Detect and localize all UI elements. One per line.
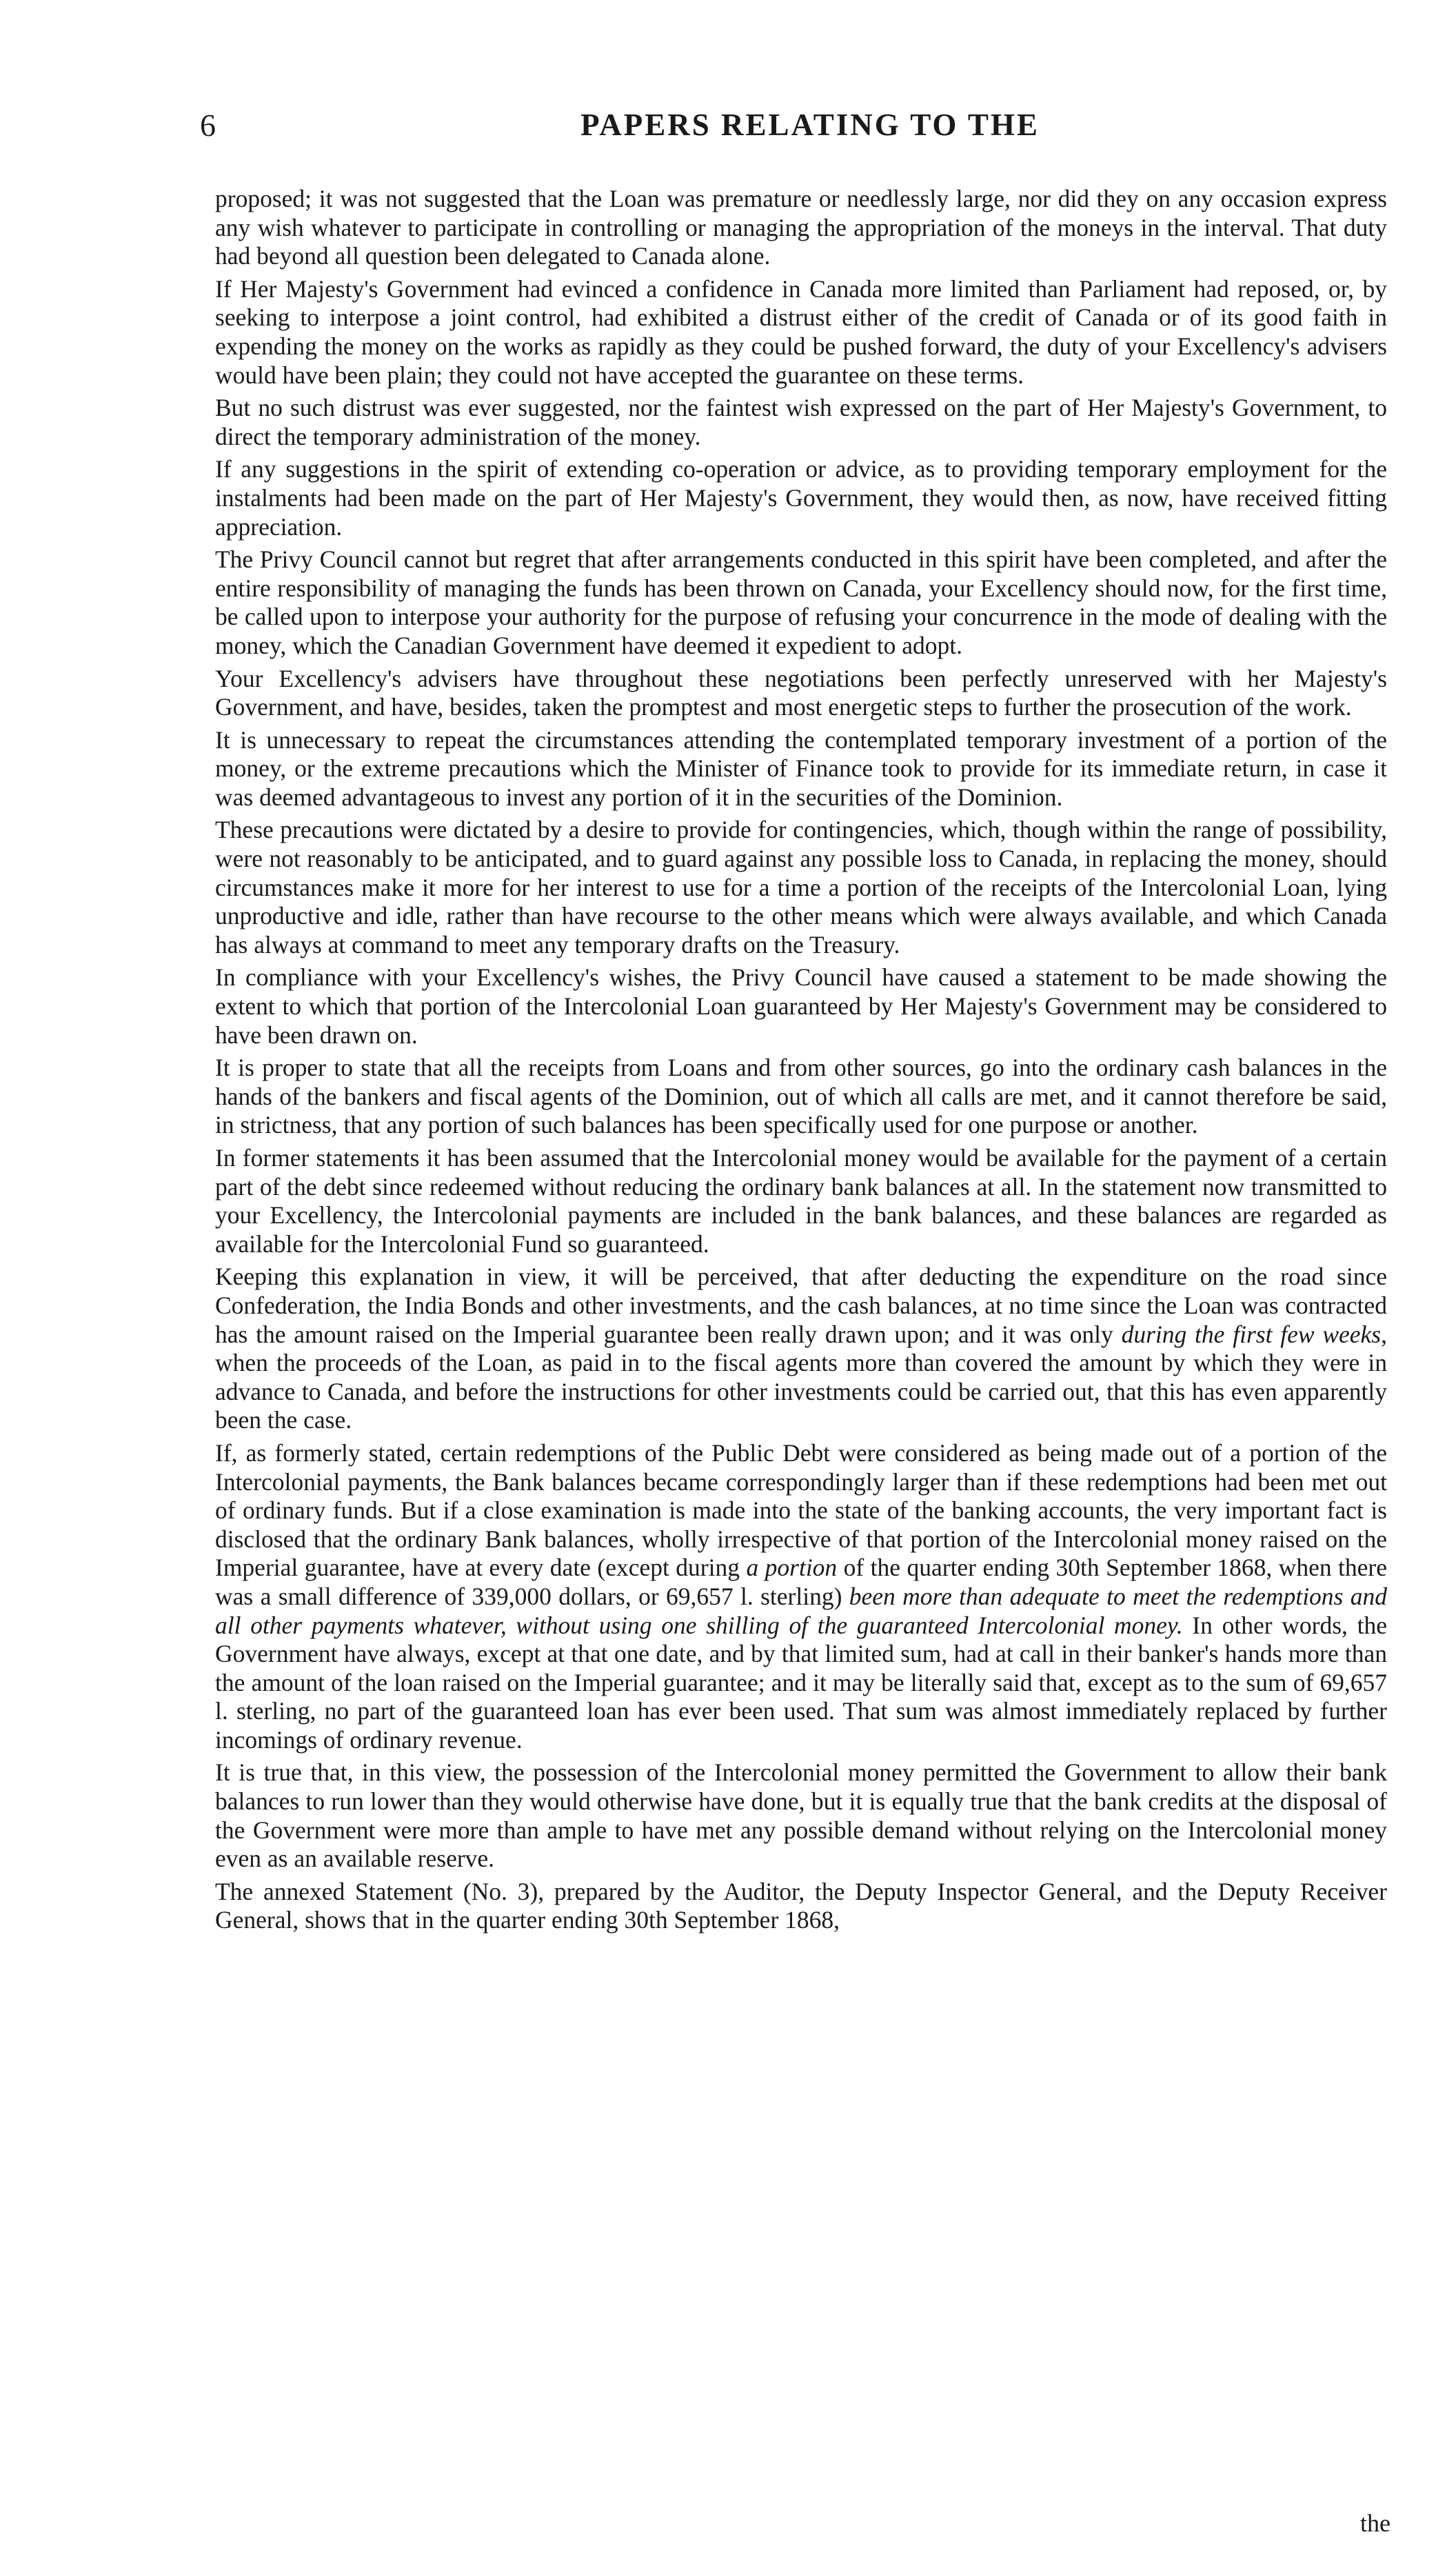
text-run: Keeping this explanation in view, it will be perceived, that after deducting the expenditure on the road since Confederation, the India Bonds and other investments, and the cash balances, at no time since the Loan was contracted has the amount raised on the Imperial guarantee been really drawn upon; and it was only bbox=[215, 1263, 1387, 1348]
paragraph: If any suggestions in the spirit of extending co-operation or advice, as to providing temporary employment for the instalments had been made on the part of Her Majesty's Government, they would then, as now, have received fitting appreciation. bbox=[215, 455, 1387, 541]
paragraph: It is true that, in this view, the possession of the Intercolonial money permitted the Government to allow their bank balances to run lower than they would otherwise have done, but it is equally true that the bank credits at the disposal of the Government were more than ample to have met any possible demand without relying on the Intercolonial money even as an available reserve. bbox=[215, 1758, 1387, 1873]
page-header bbox=[200, 107, 1420, 155]
paragraph: The Privy Council cannot but regret that after arrangements conducted in this spirit have been completed, and after the entire responsibility of managing the funds has been thrown on Canada, your Excellency should now, for the first time, be called upon to interpose your authority for the purpose of refusing your concurrence in the mode of dealing with the money, which the Canadian Government have deemed it expedient to adopt. bbox=[215, 545, 1387, 659]
catchword: the bbox=[1360, 2509, 1391, 2537]
paragraph: Your Excellency's advisers have throughout these negotiations been perfectly unreserved with her Majesty's Government, and have, besides, taken the promptest and most energetic steps to further the prosecution of the work. bbox=[215, 664, 1387, 721]
text-run: , when the proceeds of the Loan, as paid in to the fiscal agents more than covered the amount by which they were in advance to Canada, and before the instructions for other investments could be carried out, that this has even apparently been the case. bbox=[215, 1320, 1387, 1434]
paragraph: But no such distrust was ever suggested, nor the faintest wish expressed on the part of Her Majesty's Government, to direct the temporary administration of the money. bbox=[215, 394, 1387, 450]
paragraph: proposed; it was not suggested that the Loan was premature or needlessly large, nor did they on any occasion express any wish whatever to participate in controlling or managing the appropriation of the moneys in the interval. That duty had beyond all question been delegated to Canada alone. bbox=[215, 185, 1387, 270]
paragraph bbox=[215, 1263, 1387, 1435]
italic-run: during the first few weeks bbox=[1121, 1320, 1382, 1348]
paragraph: These precautions were dictated by a desire to provide for contingencies, which, though within the range of possibility, were not reasonably to be anticipated, and to guard against any possible loss to Canada, in replacing the money, should circumstances make it more for her interest to use for a time a portion of the receipts of the Intercolonial Loan, lying unproductive and idle, rather than have recourse to the other means which were always available, and which Canada has always at command to meet any temporary drafts on the Treasury. bbox=[215, 816, 1387, 959]
text-run: of the quarter ending 30th September 1868, when there was a small difference of 339,000 dollars, or 69,657 l. sterling) bbox=[215, 1554, 1387, 1610]
paragraph: In compliance with your Excellency's wishes, the Privy Council have caused a statement to be made showing the extent to which that portion of the Intercolonial Loan guaranteed by Her Majesty's Government may be considered to have been drawn on. bbox=[215, 963, 1387, 1049]
italic-run: been more than adequate to meet the redemptions and all other payments whatever, without using one shilling of the guaranteed Intercolonial money. bbox=[215, 1582, 1387, 1639]
page-number: 6 bbox=[200, 108, 216, 143]
text-run: In other words, the Government have always, except at that one date, and by that limited sum, had at call in their banker's hands more than the amount of the loan raised on the Imperial guarantee; and it may be literally said that, except as to the sum of 69,657 l. sterling, no part of the guaranteed loan has ever been used. That sum was almost immediately replaced by further incomings of ordinary revenue. bbox=[215, 1611, 1387, 1754]
paragraph: It is proper to state that all the receipts from Loans and from other sources, go into the ordinary cash balances in the hands of the bankers and fiscal agents of the Dominion, out of which all calls are met, and it cannot therefore be said, in strictness, that any portion of such balances has been specifically used for one purpose or another. bbox=[215, 1054, 1387, 1139]
paragraph: It is unnecessary to repeat the circumstances attending the contemplated temporary investment of a portion of the money, or the extreme precautions which the Minister of Finance took to provide for its immediate return, in case it was deemed advantageous to invest any portion of it in the securities of the Dominion. bbox=[215, 725, 1387, 811]
paragraph: If Her Majesty's Government had evinced a confidence in Canada more limited than Parliament had reposed, or, by seeking to interpose a joint control, had exhibited a distrust either of the credit of Canada or of its good faith in expending the money on the works as rapidly as they could be pushed forward, the duty of your Excellency's advisers would have been plain; they could not have accepted the guarantee on these terms. bbox=[215, 274, 1387, 389]
paragraph bbox=[215, 1439, 1387, 1755]
paragraph: The annexed Statement (No. 3), prepared by the Auditor, the Deputy Inspector General, and the Deputy Receiver General, shows that in the quarter ending 30th September 1868, bbox=[215, 1877, 1387, 1934]
text-run: If, as formerly stated, certain redemptions of the Public Debt were considered as being made out of a portion of the Intercolonial payments, the Bank balances became correspondingly larger than if these redemptions had been met out of ordinary funds. But if a close examination is made into the state of the banking accounts, the very important fact is disclosed that the ordinary Bank balances, wholly irrespective of that portion of the Intercolonial money raised on the Imperial guarantee, have at every date (except during bbox=[215, 1438, 1387, 1582]
italic-run: a portion bbox=[746, 1554, 838, 1582]
running-title: PAPERS RELATING TO THE bbox=[580, 108, 1040, 142]
body-text bbox=[215, 185, 1387, 1935]
paragraph: In former statements it has been assumed that the Intercolonial money would be available for the payment of a certain part of the debt since redeemed without reducing the ordinary bank balances at all. In the statement now transmitted to your Excellency, the Intercolonial payments are included in the bank balances, and these balances are regarded as available for the Intercolonial Fund so guaranteed. bbox=[215, 1144, 1387, 1258]
